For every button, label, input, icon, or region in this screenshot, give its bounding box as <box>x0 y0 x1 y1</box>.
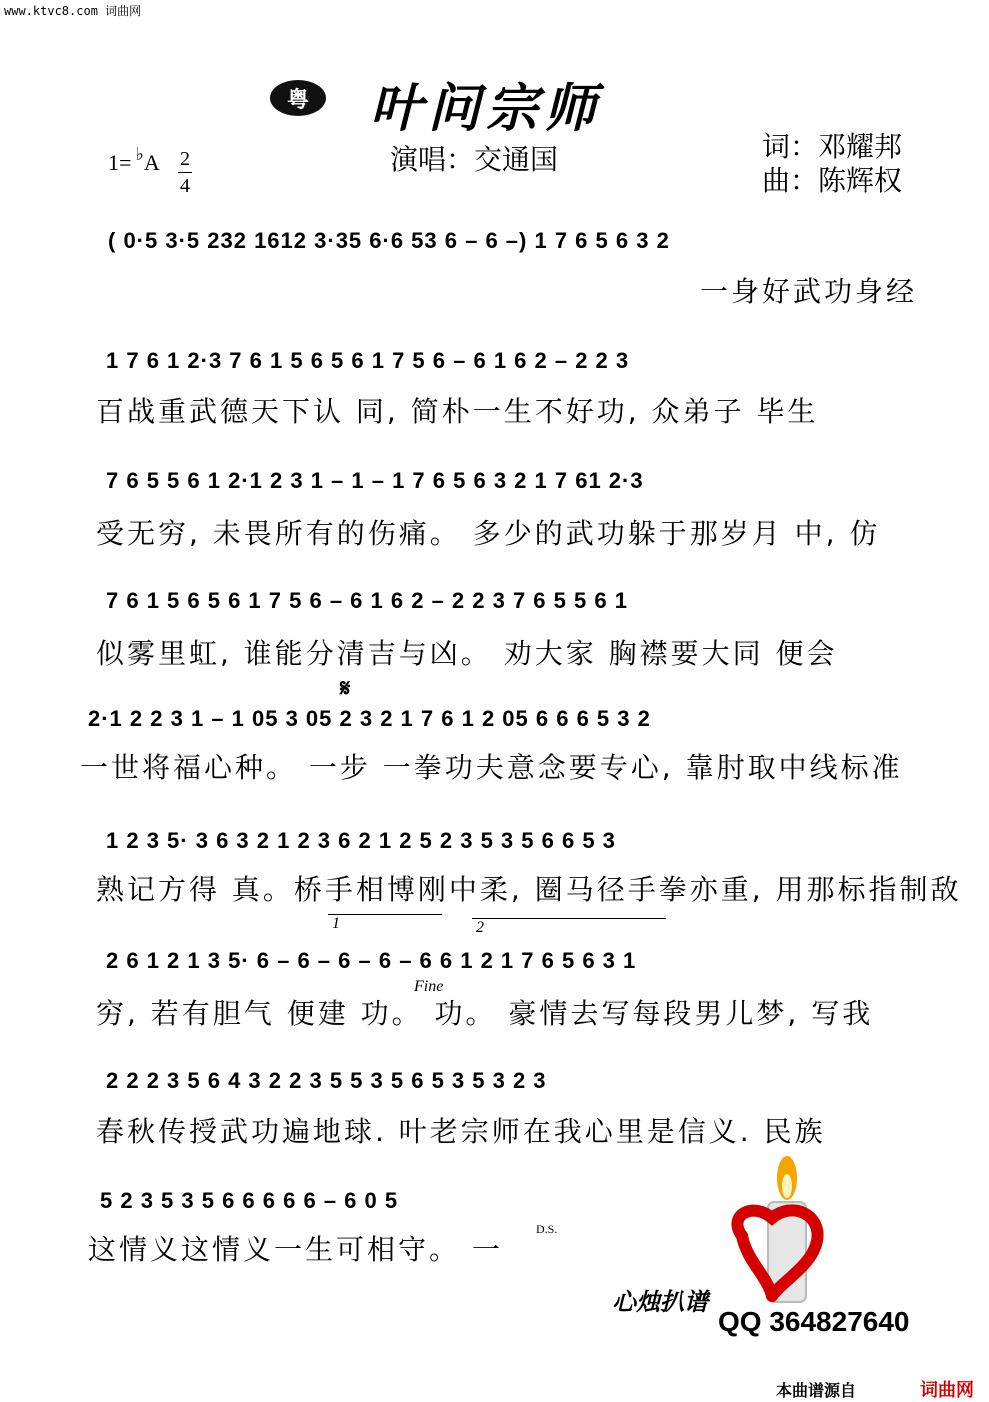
notation-line-5: 2·1 2 2 3 1 – 1 05 3 05 2 3 2 1 7 6 1 2 05 6 6 6 5 3 2 <box>88 706 651 731</box>
lyric-line-4: 似雾里虹, 谁能分清吉与凶。 劝大家 胸襟要大同 便会 <box>96 637 838 670</box>
notation-line-7: 2 6 1 2 1 3 5· 6 – 6 – 6 – 6 – 6 6 1 2 1 7 6 5 6 3 1 <box>106 948 637 973</box>
key-prefix: 1= <box>108 150 132 175</box>
lyric-line-8: 春秋传授武功遍地球. 叶老宗师在我心里是信义. 民族 <box>96 1115 826 1148</box>
ds-mark: D.S. <box>536 1222 558 1236</box>
key-signature <box>108 144 160 176</box>
song-title: 叶问宗师 <box>370 78 603 139</box>
lyricist: 词：邓耀邦 <box>762 130 903 163</box>
key-note: A <box>143 150 160 175</box>
fine-mark: Fine <box>414 978 444 995</box>
flat-symbol: ♭ <box>135 144 144 164</box>
source-label: 本曲谱源自 <box>776 1381 857 1400</box>
candle-heart-logo <box>722 1156 852 1316</box>
meter-top: 2 <box>180 148 190 170</box>
notation-line-6: 1 2 3 5· 3 6 3 2 1 2 3 6 2 1 2 5 2 3 5 3 5 6 6 5 3 <box>106 828 616 853</box>
qq-number: QQ 364827640 <box>718 1306 910 1337</box>
lyric-line-3: 受无穷, 未畏所有的伤痛。 多少的武功躲于那岁月 中, 仿 <box>96 517 881 550</box>
notation-line-9: 5 2 3 5 3 5 6 6 6 6 6 – 6 0 5 <box>100 1188 399 1213</box>
transcriber-signature: 心烛扒谱 <box>612 1287 708 1316</box>
singer: 演唱：交通国 <box>390 143 559 176</box>
composer: 曲：陈辉权 <box>762 164 903 197</box>
notation-line-1: ( 0·5 3·5 232 1612 3·35 6·6 53 6 – 6 –) 1 7 6 5 6 3 2 <box>108 228 670 253</box>
notation-line-4: 7 6 1 5 6 5 6 1 7 5 6 – 6 1 6 2 – 2 2 3 7 6 5 5 6 1 <box>106 588 628 613</box>
cantonese-badge: 粤 <box>270 80 326 116</box>
site-url[interactable]: www.ktvc8.com 词曲网 <box>4 4 142 18</box>
lyric-line-7: 穷, 若有胆气 便建 功。 功。 豪情去写每段男儿梦, 写我 <box>96 997 874 1030</box>
notation-line-2: 1 7 6 1 2·3 7 6 1 5 6 5 6 1 7 5 6 – 6 1 6 2 – 2 2 3 <box>106 348 630 373</box>
meter-bottom: 4 <box>180 175 190 197</box>
notation-line-8: 2 2 2 3 5 6 4 3 2 2 3 5 5 3 5 6 5 3 5 3 2 3 <box>106 1068 547 1093</box>
brand-link[interactable]: 词曲网 <box>920 1380 974 1401</box>
lyric-line-5: 一世将福心种。 一步 一拳功夫意念要专心, 靠肘取中线标准 <box>80 751 903 784</box>
credits <box>762 130 902 198</box>
time-signature <box>178 146 192 199</box>
lyric-line-2: 百战重武德天下认 同, 简朴一生不好功, 众弟子 毕生 <box>96 395 819 428</box>
volta-2: 2 <box>472 918 666 937</box>
notation-line-3: 7 6 5 5 6 1 2·1 2 3 1 – 1 – 1 7 6 5 6 3 2 1 7 61 2·3 <box>106 468 644 493</box>
volta-1: 1 <box>328 914 442 933</box>
lyric-line-6: 熟记方得 真。桥手相博刚中柔, 圈马径手拳亦重, 用那标指制敌 <box>96 873 962 906</box>
lyric-line-1: 一身好武功身经 <box>700 275 918 308</box>
lyric-line-9: 这情义这情义一生可相守。 一 <box>88 1233 503 1266</box>
segno-mark: 𝄋 <box>340 674 351 702</box>
